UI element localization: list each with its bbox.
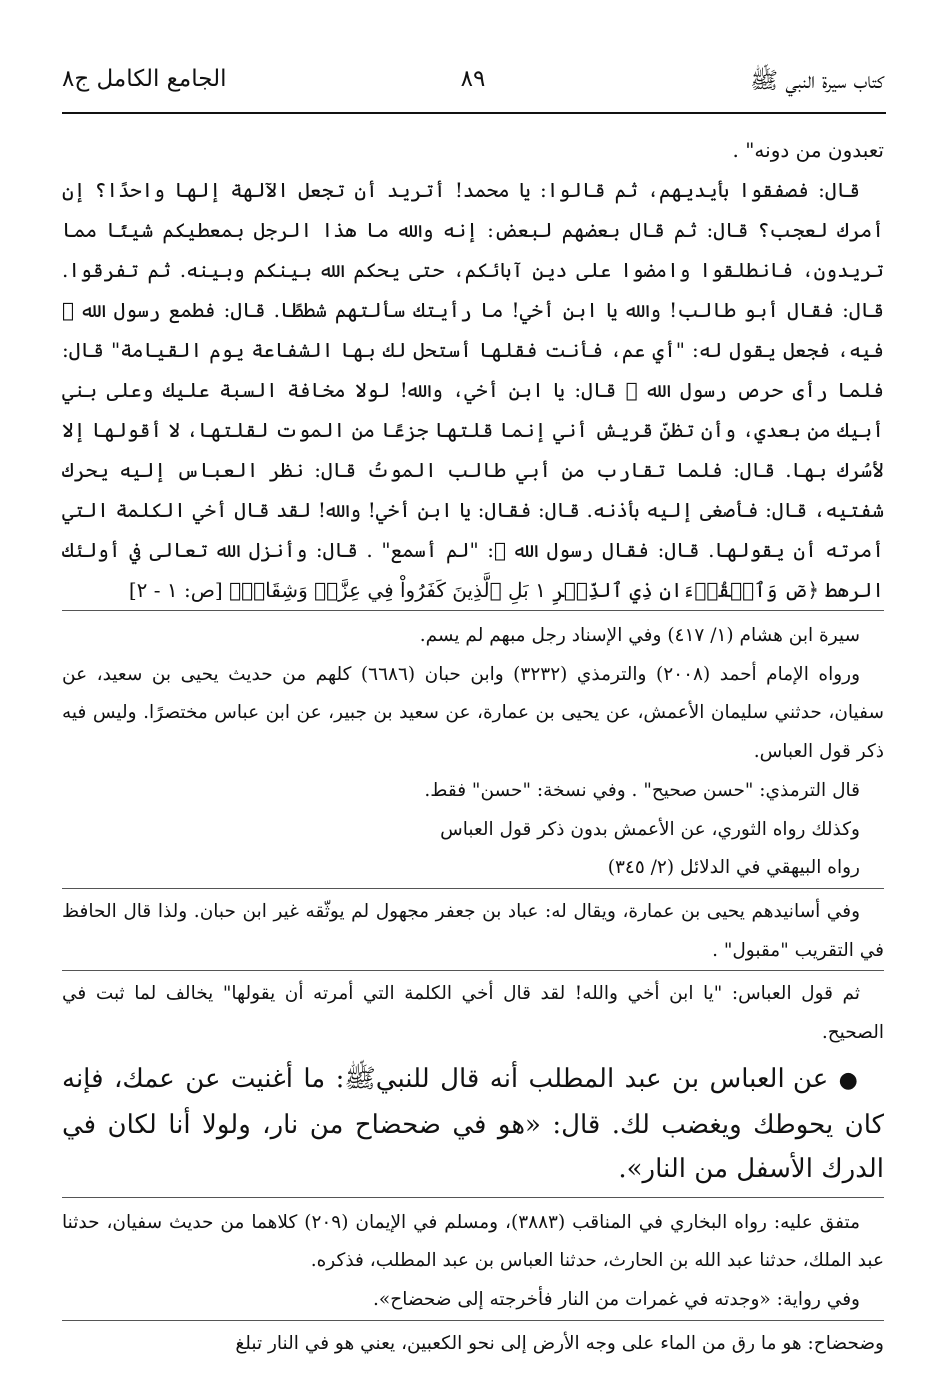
footnote: قال الترمذي: "حسن صحيح" . وفي نسخة: "حسن" فقط. (424, 779, 860, 801)
page-number: ٨٩ (460, 66, 486, 92)
footnote: ورواه الإمام أحمد (٢٠٠٨) والترمذي (٣٢٣٢) وابن حبان (٦٦٨٦) كلهم من حديث يحيى بن سعيد، عن سفيان، حدثني سليمان الأعمش، عن يحيى بن عمارة، عن سعيد بن جبير، عن ابن عباس مختصرًا. وليس فيه ذكر قول العباس. (62, 663, 884, 763)
footnote: وضحضاح: هو ما رق من الماء على وجه الأرض إلى نحو الكعبين، يعني هو في النار تبلغ (235, 1332, 884, 1354)
running-title: كتاب سيرة النبي ﷺ (750, 68, 884, 94)
footnote-separator (62, 1197, 884, 1198)
footnote-separator (62, 888, 884, 889)
footnote: وكذلك رواه الثوري، عن الأعمش بدون ذكر قول العباس (440, 818, 860, 840)
footnote-separator (62, 1320, 884, 1321)
footnote: ثم قول العباس: "يا ابن أخي والله! لقد قال أخي الكلمة التي أمرته أن يقولها" يخالف لما ثبت في الصحيح. (62, 983, 884, 1044)
footnote-separator (62, 610, 884, 611)
hadith-paragraph (62, 1057, 884, 1191)
main-paragraph: قال: فصفقوا بأيديهم، ثم قالوا: يا محمد! أتريد أن تجعل الآلهة إلها واحدًا؟ إن أمرك لعجب؟ قال: ثم قال بعضهم لبعض: إنه والله ما هذا الرجل بمعطيكم شيئًا مما تريدون، فانطلقوا وامضوا على دين آبائكم، حتى يحكم الله بينكم وبينه. ثم تفرقوا. قال: فقال أبو طالب! والله يا ابن أخي! ما رأيتك سألتهم شططًا. قال: فطمع رسول الله ﷺ فيه، فجعل يقول له: "أي عم، فأنت فقلها أستحل لك بها الشفاعة يوم القيامة" قال: فلما رأى حرص رسول الله ﷺ قال: يا ابن أخي، والله! لولا مخافة السبة عليك وعلى بني أبيك من بعدي، وأن تظنّ قريش أني إنما قلتها جزعًا من الموت لقلتها، لا أقولها إلا لأسُرك بها. قال: فلما تقارب من أبي طالب الموتُ قال: نظر العباس إليه يحرك شفتيه، قال: فأصغى إليه بأذنه. قال: فقال: يا ابن أخي! والله! لقد قال أخي الكلمة التي أمرته أن يقولها. قال: فقال رسول الله ﷺ: "لم أسمع" . قال: وأنزل الله تعالى في أولئك الرهط ﴿صٓ وَٱلۡقُرۡءَانِ ذِي ٱلذِّكۡرِ ١ بَلِ ٱلَّذِينَ كَفَرُواْ فِي عِزَّةٖ وَشِقَاقٖ﴾ [ص: ١ - ٢] (62, 178, 884, 602)
footnotes-block-2 (62, 1202, 884, 1364)
footnote: وفي أسانيدهم يحيى بن عمارة، ويقال له: عباد بن جعفر مجهول لم يوثّقه غير ابن حبان. ولذا قال الحافظ في التقريب "مقبول" . (62, 900, 884, 961)
footnote: متفق عليه: رواه البخاري في المناقب (٣٨٨٣)، ومسلم في الإيمان (٢٠٩) كلاهما من حديث سفيان، حدثنا عبد الملك، حدثنا عبد الله بن الحارث، حدثنا العباس بن عبد المطلب، فذكره. (62, 1211, 884, 1272)
page-body (62, 130, 884, 1364)
footnote-separator (62, 970, 884, 971)
text-line: تعبدون من دونه" . (732, 138, 884, 162)
bullet-icon: ● (838, 1067, 861, 1093)
page-header (62, 60, 884, 100)
header-rule (62, 112, 886, 114)
footnotes-block (62, 615, 884, 1053)
footnote: سيرة ابن هشام (١/ ٤١٧) وفي الإسناد رجل مبهم لم يسم. (419, 625, 860, 646)
footnote: وفي رواية: «وجدته في غمرات من النار فأخرجته إلى ضحضاح». (373, 1289, 860, 1311)
volume-title: الجامع الكامل ج٨ (62, 66, 227, 92)
footnote: رواه البيهقي في الدلائل (٢/ ٣٤٥) (607, 857, 860, 879)
hadith-text: عن العباس بن عبد المطلب أنه قال للنبيﷺ: ما أغنيت عن عمك، فإنه كان يحوطك ويغضب لك. قال: «هو في ضحضاح من نار، ولولا أنا لكان في الدرك الأسفل من النار». (62, 1063, 884, 1184)
